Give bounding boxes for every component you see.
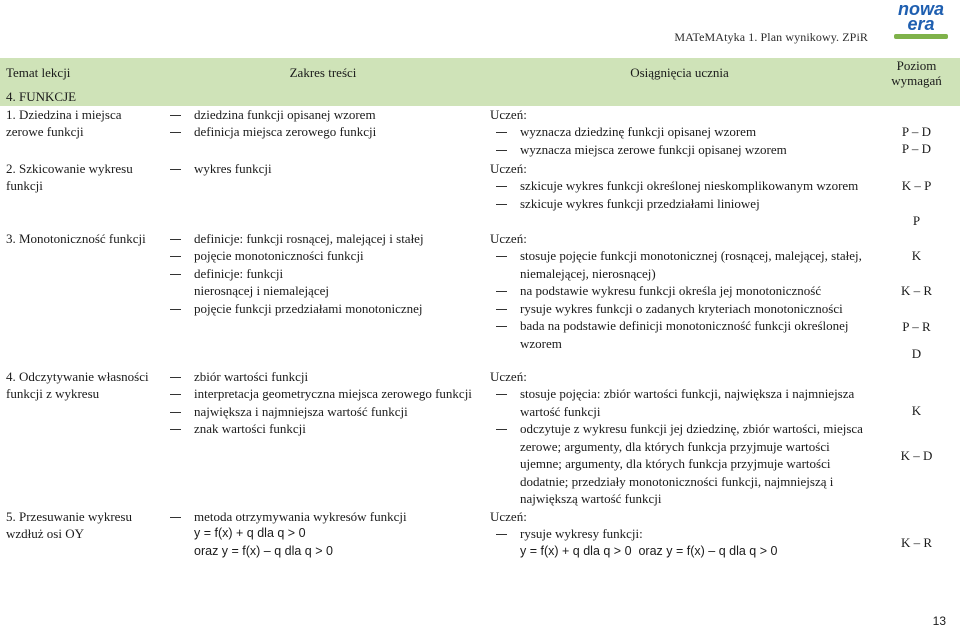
content-item: definicje: funkcji rosnącej, malejącej i stałej [160,230,486,248]
level-value: K – R [900,534,933,550]
content-item: interpretacja geometryczna miejsca zerowego funkcji [160,385,486,403]
outcomes-cell [486,106,873,160]
publisher-logo [894,2,948,42]
content-item: definicja miejsca zerowego funkcji [160,123,486,141]
content-cell [160,160,486,230]
level-value: P [912,213,921,228]
content-item: największa i najmniejsza wartość funkcji [160,403,486,421]
outcome-item: szkicuje wykres funkcji przedziałami liniowej [486,195,873,213]
level-cell [873,368,960,508]
outcome-item: wyznacza dziedzinę funkcji opisanej wzorem [486,123,873,141]
level-value: K – P [901,177,932,193]
content-item: pojęcie funkcji przedziałami monotonicznej [160,300,486,318]
outcome-item: odczytuje z wykresu funkcji jej dziedzinę, zbiór wartości, miejsca zerowe; argumenty, dla których funkcja przyjmuje wartości ujemne; argumenty, dla których funkcja przyjmuje wartości dodatnie; przedziały monotoniczności funkcji, najmniejszą i największą wartość funkcji [486,420,873,508]
level-value: K [911,247,922,263]
content-cell [160,106,486,160]
student-intro: Uczeń: [490,508,527,524]
section-row [0,88,960,106]
student-intro: Uczeń: [490,230,527,246]
outcome-formula: y = f(x) + q dla q > 0 oraz y = f(x) – q dla q > 0 [520,543,778,558]
level-value: P – D [901,123,932,139]
content-cell [160,508,486,570]
logo-underline [894,34,948,39]
content-item: dziedzina funkcji opisanej wzorem [160,106,486,124]
logo-wordmark: nowa era [897,0,944,34]
outcome-item: bada na podstawie definicji monotoniczność funkcji określonej wzorem [486,317,873,352]
level-value: P – D [901,141,932,156]
column-header-outcomes: Osiągnięcia ucznia [486,58,873,88]
level-value: K – R [900,283,933,298]
column-header-content: Zakres treści [160,58,486,88]
plan-table [0,58,960,570]
outcome-item: na podstawie wykresu funkcji określa jej monotoniczność [486,282,873,300]
table-row [0,160,960,230]
content-formula: oraz y = f(x) – q dla q > 0 [194,543,333,558]
lesson-topic: 5. Przesuwanie wykresu wzdłuż osi OY [6,508,132,541]
section-title: 4. FUNKCJE [0,88,960,106]
level-cell [873,160,960,230]
content-cell [160,368,486,508]
content-formula: y = f(x) + q dla q > 0 [194,526,306,540]
content-item: wykres funkcji [160,160,486,178]
outcome-item: szkicuje wykres funkcji określonej nieskomplikowanym wzorem [486,177,873,195]
outcome-item: wyznacza miejsca zerowe funkcji opisanej wzorem [486,141,873,159]
student-intro: Uczeń: [490,368,527,384]
level-cell [873,106,960,160]
level-value: K – D [900,448,933,463]
outcome-item: stosuje pojęcie funkcji monotonicznej (rosnącej, malejącej, stałej, niemalejącej, nierosnącej) [486,247,873,282]
table-header-row [0,58,960,88]
content-item: zbiór wartości funkcji [160,368,486,386]
student-intro: Uczeń: [490,160,527,176]
student-intro: Uczeń: [490,106,527,122]
column-header-level: Poziom wymagań [873,58,960,88]
outcome-item: stosuje pojęcia: zbiór wartości funkcji, największa i najmniejsza wartość funkcji [486,385,873,420]
level-value: K [911,402,922,418]
outcome-item: rysuje wykres funkcji o zadanych kryteriach monotoniczności [486,300,873,318]
table-row [0,508,960,570]
table-row [0,368,960,508]
outcome-item: rysuje wykresy funkcji: [486,525,873,543]
table-row [0,106,960,160]
content-item: metoda otrzymywania wykresów funkcji [160,508,486,526]
lesson-topic: 3. Monotoniczność funkcji [6,230,146,246]
level-cell [873,508,960,570]
document-header-title: MATeMAtyka 1. Plan wynikowy. ZPiR [674,30,868,44]
content-item: pojęcie monotoniczności funkcji [160,247,486,265]
level-cell [873,230,960,368]
lesson-topic: 2. Szkicowanie wykresu funkcji [6,160,133,193]
outcomes-cell [486,368,873,508]
page-number: 13 [932,614,946,628]
outcomes-cell [486,160,873,230]
outcomes-cell [486,230,873,368]
lesson-topic: 4. Odczytywanie własności funkcji z wykresu [6,368,149,401]
level-value: D [911,346,922,361]
level-value: P – R [902,318,931,334]
column-header-topic: Temat lekcji [0,58,160,88]
content-cell [160,230,486,368]
content-item: znak wartości funkcji [160,420,486,438]
content-item: definicje: funkcji nierosnącej i niemalejącej [160,265,344,300]
lesson-topic: 1. Dziedzina i miejsca zerowe funkcji [6,106,122,139]
outcomes-cell [486,508,873,570]
table-row [0,230,960,368]
